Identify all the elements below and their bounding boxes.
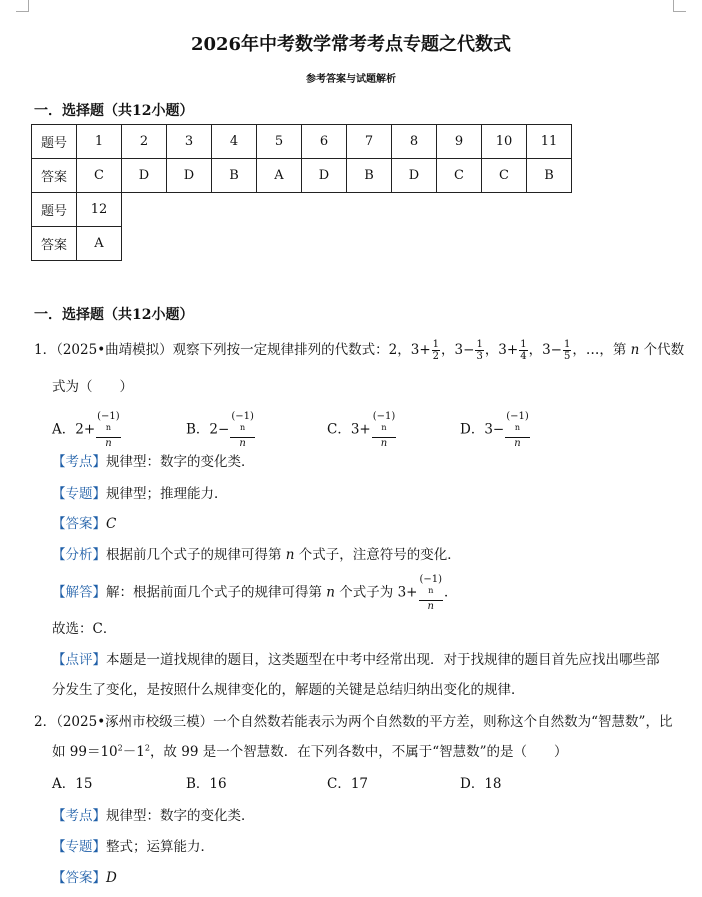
answer-table <box>31 124 572 261</box>
q2-kaodian: 【考点】规律型：数字的变化类． <box>52 808 255 824</box>
option-a: A．2+ (−1) $^n$ n <box>52 411 120 450</box>
question-number-cell: 9 <box>437 125 482 159</box>
question-number-cell: 5 <box>257 125 302 159</box>
question-number-cell: 6 <box>302 125 347 159</box>
option-d: D．18 <box>460 776 502 792</box>
answer-cell: C <box>77 159 122 193</box>
question-2-stem: 2．（2025•涿州市校级三模）一个自然数若能表示为两个自然数的平方差，则称这个自然数为“智慧数”，比 <box>34 714 673 730</box>
table-header-cell: 题号 <box>32 125 77 159</box>
question-2-stem-cont: 如 $99=10^2-1^2$，故 99 是一个智慧数．在下列各数中，不属于“智慧数”的是（ ） <box>52 743 568 760</box>
question-number-cell: 8 <box>392 125 437 159</box>
question-number-cell: 10 <box>482 125 527 159</box>
table-header-cell: 题号 <box>32 193 77 227</box>
q1-kaodian: 【考点】规律型：数字的变化类． <box>52 454 255 470</box>
answer-cell: B <box>347 159 392 193</box>
answer-cell: D <box>392 159 437 193</box>
answer-cell: C <box>437 159 482 193</box>
section-heading: 一．选择题（共12小题） <box>34 103 194 119</box>
q1-zhuanti: 【专题】规律型；推理能力． <box>52 486 228 502</box>
answer-cell: D <box>122 159 167 193</box>
table-row <box>32 159 572 193</box>
q1-comment: 【点评】本题是一道找规律的题目，这类题型在中考中经常出现．对于找规律的题目首先应找出哪些部 <box>52 652 660 668</box>
table-row <box>32 227 572 261</box>
answer-cell: A <box>257 159 302 193</box>
option-d: D．3− (−1) $^n$ n <box>460 411 529 450</box>
option-c: C．3+ (−1) $^n$ n <box>327 411 396 450</box>
table-row <box>32 125 572 159</box>
option-c: C．17 <box>327 776 369 792</box>
answer-cell: D <box>302 159 347 193</box>
q1-answer: 【答案】C <box>52 516 117 532</box>
question-number-cell: 1 <box>77 125 122 159</box>
page-corner-mark <box>16 0 29 12</box>
table-row <box>32 193 572 227</box>
q2-answer: 【答案】D <box>52 870 117 886</box>
option-a: A．15 <box>52 776 93 792</box>
q2-zhuanti: 【专题】整式；运算能力． <box>52 839 214 855</box>
answer-cell: A <box>77 227 122 261</box>
question-1-stem-cont: 式为（ ） <box>52 379 133 395</box>
question-number-cell: 3 <box>167 125 212 159</box>
option-b: B．2− (−1) $^n$ n <box>186 411 254 450</box>
question-number-cell: 4 <box>212 125 257 159</box>
page-title: 2026年中考数学常考考点专题之代数式 <box>190 34 512 55</box>
question-number-cell: 7 <box>347 125 392 159</box>
answer-cell: B <box>527 159 572 193</box>
question-number-cell: 11 <box>527 125 572 159</box>
q1-choice: 故选：C． <box>52 621 117 637</box>
question-number-cell: 12 <box>77 193 122 227</box>
table-header-cell: 答案 <box>32 227 77 261</box>
question-number-cell: 2 <box>122 125 167 159</box>
question-1-stem: 1．（2025•曲靖模拟）观察下列按一定规律排列的代数式：2，3+ $\frac{1}{2}$ ，3− $\frac{1}{3}$ ，3+ $\frac{1}{4}$ ，3− $\frac{1}{5}$ ，…，第 n 个代数 <box>34 339 685 362</box>
q1-analysis: 【分析】根据前几个式子的规律可得第 n 个式子，注意符号的变化． <box>52 547 461 563</box>
answer-cell: D <box>167 159 212 193</box>
answer-cell: C <box>482 159 527 193</box>
page-corner-mark <box>673 0 686 12</box>
page-subtitle: 参考答案与试题解析 <box>306 74 396 85</box>
table-header-cell: 答案 <box>32 159 77 193</box>
q1-solution: 【解答】解：根据前面几个式子的规律可得第 n 个式子为 3+ (−1) $^n$ n ． <box>52 574 458 613</box>
option-b: B．16 <box>186 776 227 792</box>
section-heading: 一．选择题（共12小题） <box>34 307 194 323</box>
answer-cell: B <box>212 159 257 193</box>
q1-comment-cont: 分发生了变化，是按照什么规律变化的，解题的关键是总结归纳出变化的规律． <box>52 682 525 698</box>
